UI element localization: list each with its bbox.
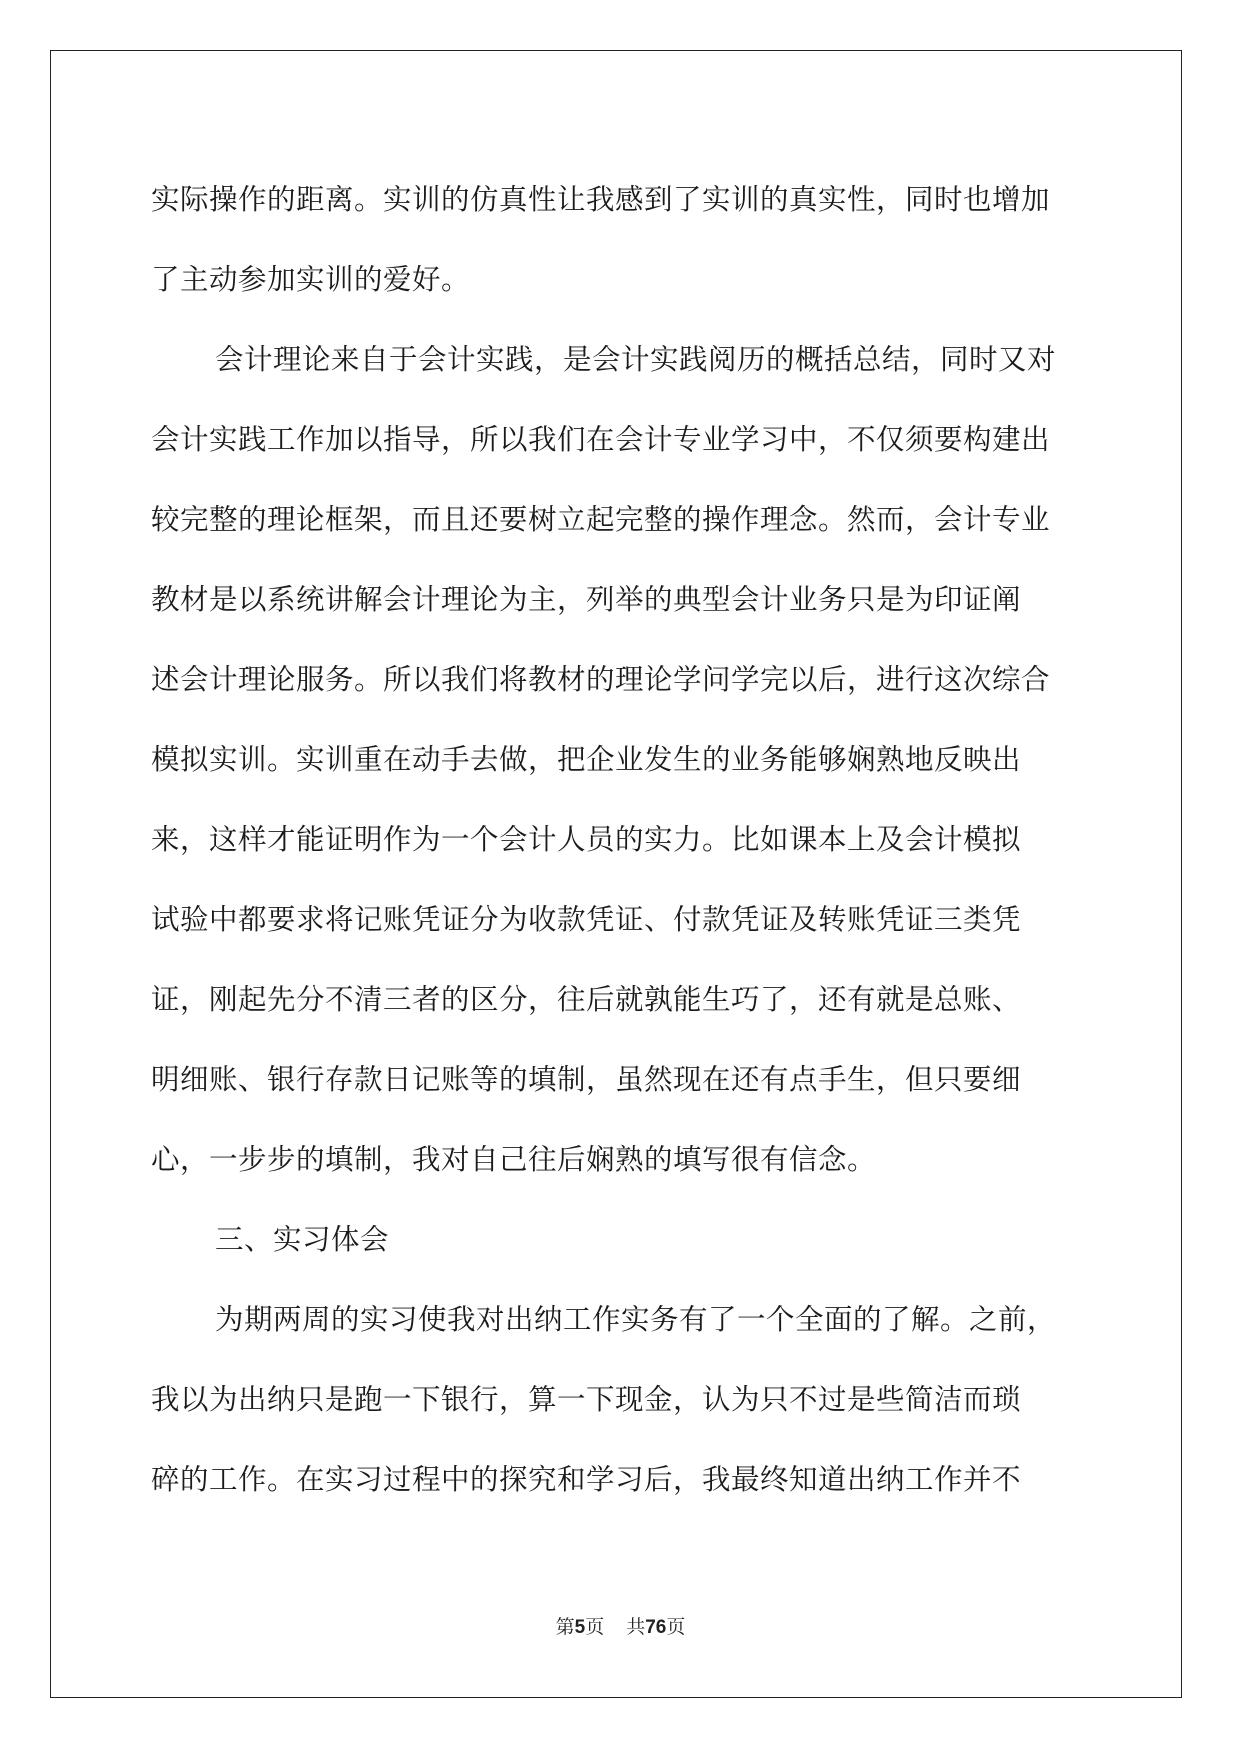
page-footer [0, 1612, 1241, 1639]
text-line-15: 为期两周的实习使我对出纳工作实务有了一个全面的了解。之前， [215, 1303, 1057, 1336]
text-line-10: 试验中都要求将记账凭证分为收款凭证、付款凭证及转账凭证三类凭 [151, 903, 1022, 936]
total-pages: 76 [645, 1617, 667, 1638]
text-line-17: 碎的工作。在实习过程中的探究和学习后，我最终知道出纳工作并不 [151, 1463, 1022, 1496]
text-line-12: 明细账、银行存款日记账等的填制，虽然现在还有点手生，但只要细 [151, 1063, 1022, 1096]
text-line-9: 来，这样才能证明作为一个会计人员的实力。比如课本上及会计模拟 [151, 823, 1022, 856]
text-line-3: 会计理论来自于会计实践，是会计实践阅历的概括总结，同时又对 [215, 343, 1057, 376]
text-line-4: 会计实践工作加以指导，所以我们在会计专业学习中，不仅须要构建出 [151, 423, 1051, 456]
text-line-16: 我以为出纳只是跑一下银行，算一下现金，认为只不过是些简洁而琐 [151, 1383, 1022, 1416]
total-prefix: 共 [626, 1616, 646, 1638]
text-line-5: 较完整的理论框架，而且还要树立起完整的操作理念。然而，会计专业 [151, 503, 1051, 536]
text-line-1: 实际操作的距离。实训的仿真性让我感到了实训的真实性，同时也增加 [151, 183, 1051, 216]
text-line-2: 了主动参加实训的爱好。 [151, 263, 471, 296]
text-line-7: 述会计理论服务。所以我们将教材的理论学问学完以后，进行这次综合 [151, 663, 1051, 696]
page-suffix: 页 [585, 1616, 605, 1638]
text-line-8: 模拟实训。实训重在动手去做，把企业发生的业务能够娴熟地反映出 [151, 743, 1022, 776]
page-number: 5 [574, 1617, 586, 1638]
text-line-13: 心，一步步的填制，我对自己往后娴熟的填写很有信念。 [151, 1143, 877, 1176]
text-line-6: 教材是以系统讲解会计理论为主，列举的典型会计业务只是为印证阐 [151, 583, 1022, 616]
total-suffix: 页 [666, 1616, 686, 1638]
text-line-11: 证，刚起先分不清三者的区分，往后就孰能生巧了，还有就是总账、 [151, 983, 1022, 1016]
page-prefix: 第 [555, 1616, 575, 1638]
document-body [151, 160, 1091, 1520]
section-heading: 三、实习体会 [215, 1223, 390, 1256]
